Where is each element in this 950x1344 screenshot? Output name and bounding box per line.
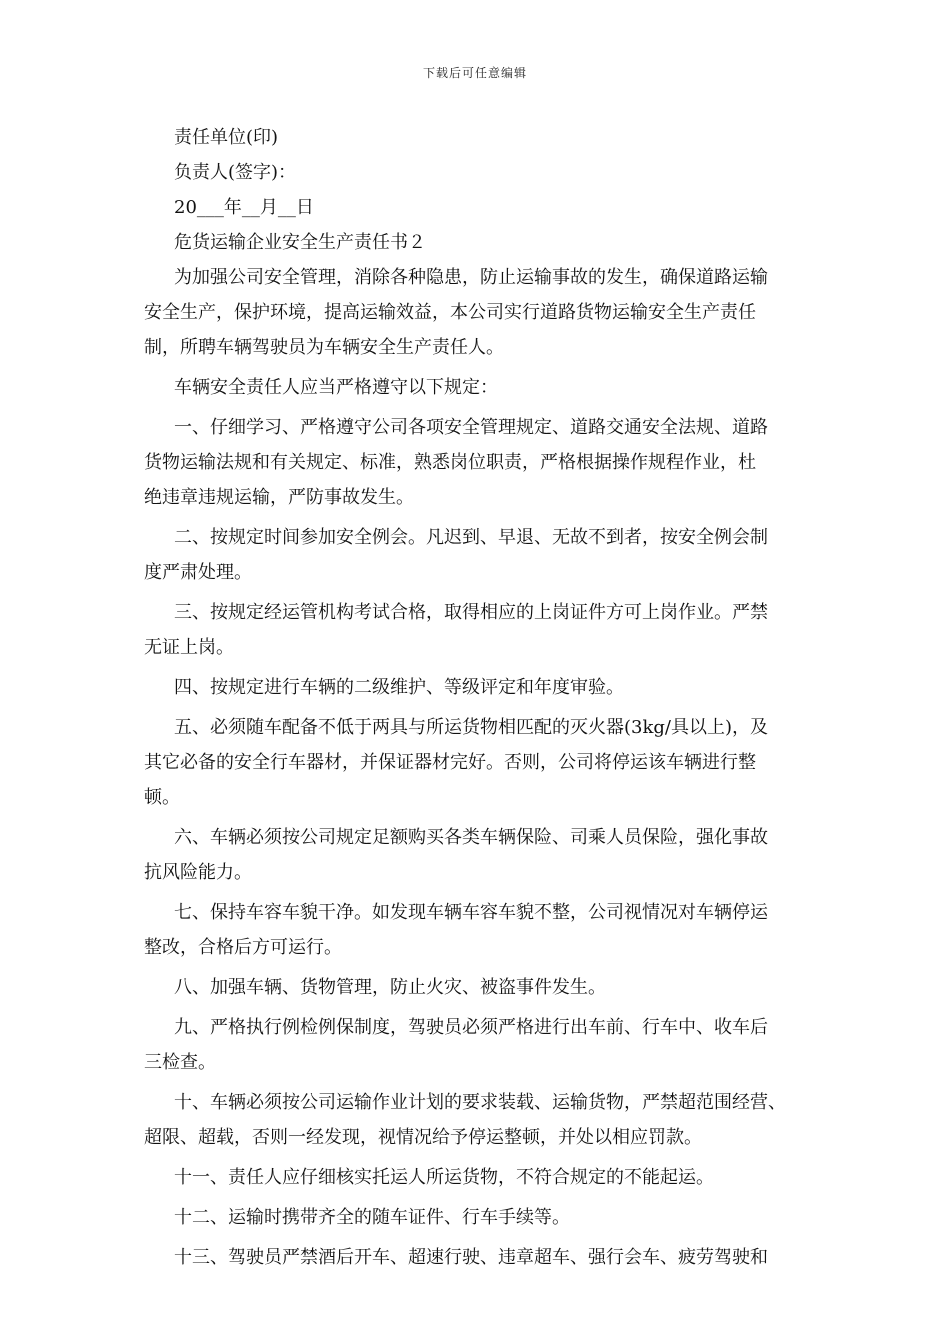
paragraph-line: 抗风险能力。: [144, 862, 252, 883]
page-header-note: 下载后可任意编辑: [422, 66, 527, 80]
paragraph: [144, 1200, 808, 1235]
paragraph: [144, 260, 808, 365]
paragraph-line: 其它必备的安全行车器材，并保证器材完好。否则，公司将停运该车辆进行整: [144, 752, 756, 773]
paragraph-line: 超限、超载，否则一经发现，视情况给予停运整顿，并处以相应罚款。: [144, 1127, 702, 1148]
paragraph-line: 顿。: [144, 787, 180, 808]
paragraph-line: 整改，合格后方可运行。: [144, 937, 342, 958]
paragraph-line: 绝违章违规运输，严防事故发生。: [144, 487, 414, 508]
paragraph-line: 八、加强车辆、货物管理，防止火灾、被盗事件发生。: [174, 977, 606, 998]
paragraph-line: 货物运输法规和有关规定、标准，熟悉岗位职责，严格根据操作规程作业，杜: [144, 452, 756, 473]
paragraph: [144, 520, 808, 590]
paragraph-line: 九、严格执行例检例保制度，驾驶员必须严格进行出车前、行车中、收车后: [174, 1017, 768, 1038]
paragraph-line: 十三、驾驶员严禁酒后开车、超速行驶、违章超车、强行会车、疲劳驾驶和: [174, 1247, 768, 1268]
paragraph-line: 三、按规定经运管机构考试合格，取得相应的上岗证件方可上岗作业。严禁: [174, 602, 768, 623]
date-line: 20___年__月__日: [174, 197, 314, 218]
paragraph: [144, 410, 808, 515]
document-title: 危货运输企业安全生产责任书２: [174, 232, 426, 253]
paragraph-line: 安全生产，保护环境，提高运输效益，本公司实行道路货物运输安全生产责任: [144, 302, 756, 323]
paragraph: [144, 1160, 808, 1195]
paragraph: [144, 710, 808, 815]
paragraph-line: 二、按规定时间参加安全例会。凡迟到、早退、无故不到者，按安全例会制: [174, 527, 768, 548]
paragraph: [144, 370, 808, 405]
paragraph-line: 无证上岗。: [144, 637, 234, 658]
paragraph-line: 三检查。: [144, 1052, 216, 1073]
paragraph-line: 度严肃处理。: [144, 562, 252, 583]
paragraph: [144, 820, 808, 890]
paragraph: [144, 1010, 808, 1080]
paragraph-line: 六、车辆必须按公司规定足额购买各类车辆保险、司乘人员保险，强化事故: [174, 827, 768, 848]
paragraph-line: 制，所聘车辆驾驶员为车辆安全生产责任人。: [144, 337, 504, 358]
paragraph: [144, 595, 808, 665]
paragraph: [144, 895, 808, 965]
paragraph-line: 一、仔细学习、严格遵守公司各项安全管理规定、道路交通安全法规、道路: [174, 417, 768, 438]
paragraph: [144, 1240, 808, 1275]
paragraph-line: 十、车辆必须按公司运输作业计划的要求装载、运输货物，严禁超范围经营、: [174, 1092, 786, 1113]
paragraph-line: 为加强公司安全管理，消除各种隐患，防止运输事故的发生，确保道路运输: [174, 267, 768, 288]
paragraph: [144, 670, 808, 705]
paragraph-line: 车辆安全责任人应当严格遵守以下规定：: [174, 377, 498, 398]
paragraph: [144, 970, 808, 1005]
responsible-unit-line: 责任单位(印): [174, 127, 279, 148]
paragraph-list: [144, 260, 808, 1275]
paragraph-line: 十二、运输时携带齐全的随车证件、行车手续等。: [174, 1207, 570, 1228]
paragraph-line: 五、必须随车配备不低于两具与所运货物相匹配的灭火器(3kg/具以上)，及: [174, 717, 768, 738]
paragraph: [144, 1085, 808, 1155]
responsible-person-line: 负责人(签字)：: [174, 162, 297, 183]
document-body: [144, 120, 808, 1280]
paragraph-line: 十一、责任人应仔细核实托运人所运货物，不符合规定的不能起运。: [174, 1167, 714, 1188]
paragraph-line: 四、按规定进行车辆的二级维护、等级评定和年度审验。: [174, 677, 624, 698]
paragraph-line: 七、保持车容车貌干净。如发现车辆车容车貌不整，公司视情况对车辆停运: [174, 902, 768, 923]
